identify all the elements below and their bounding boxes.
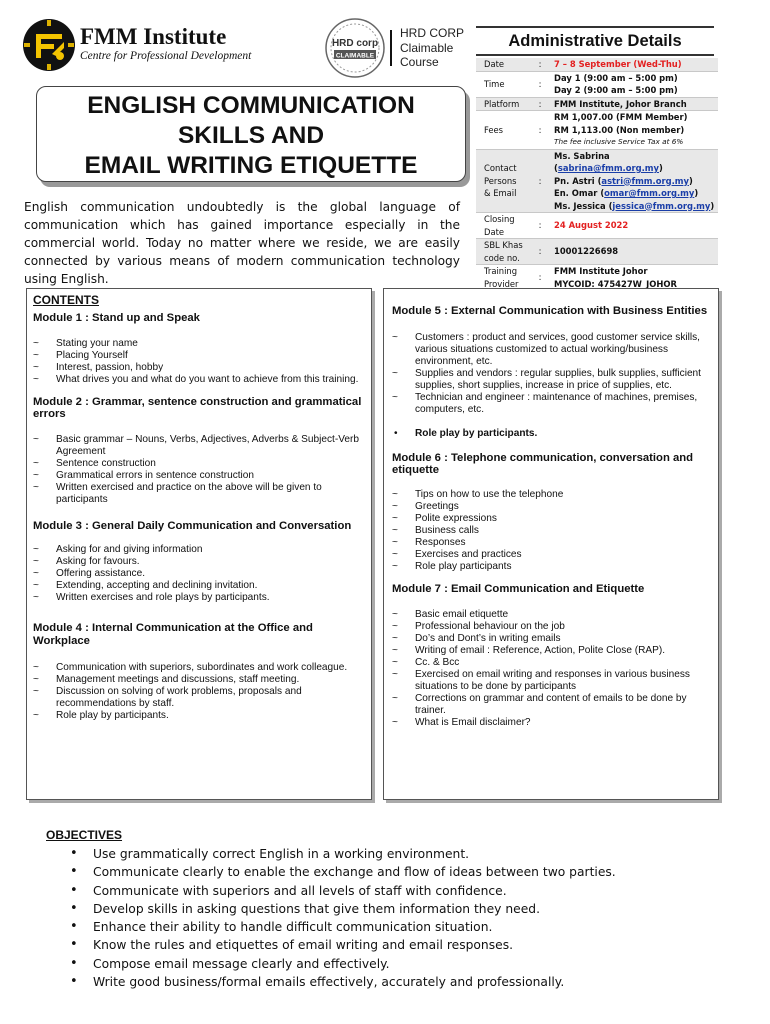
list-item: ~ Exercised on email writing and responses in various business situations to be done by participants [392, 669, 710, 693]
list-item: ~ Offering assistance. [33, 568, 365, 580]
contact-close: ) [694, 188, 699, 198]
module-4-title: Module 4 : Internal Communication at the Office and Workplace [33, 622, 313, 647]
contact-name: Ms. Jessica ( [554, 200, 613, 211]
time-label: Time [484, 78, 505, 89]
objectives-list [68, 845, 616, 991]
list-item: ~ Cc. & Bcc [392, 657, 710, 669]
contact-label-3: & Email [484, 188, 517, 198]
hrd-claimable-text [400, 26, 464, 70]
contact-label-2: Persons [484, 175, 517, 186]
course-title-line-1: ENGLISH COMMUNICATION [87, 92, 415, 119]
contact-close: ) [710, 200, 715, 211]
module-5-extra [392, 428, 710, 440]
provider-name: FMM Institute Johor [554, 266, 648, 276]
module-3-title: Module 3 : General Daily Communication and Conversation [33, 519, 352, 532]
colon: : [538, 124, 542, 135]
objective-item: • Use grammatically correct English in a working environment. [68, 845, 616, 863]
module-6-list [392, 489, 710, 573]
hrd-badge-bottom-text: CLAIMABLE [335, 52, 375, 60]
contact-name: Ms. Sabrina ( [554, 150, 610, 173]
list-item: ~ Writing of email : Reference, Action, Polite Close (RAP). [392, 645, 710, 657]
colon: : [538, 59, 542, 69]
objective-item: • Communicate with superiors and all levels of staff with confidence. [68, 882, 616, 900]
list-item: ~ Tips on how to use the telephone [392, 489, 710, 501]
closing-label-2: Date [484, 226, 505, 237]
hrd-line-1: HRD CORP [400, 26, 465, 40]
hrd-claimable-badge [322, 17, 388, 79]
list-item: ~ Sentence construction [33, 458, 365, 470]
objective-item: • Communicate clearly to enable the exchange and flow of ideas between two parties. [68, 863, 616, 881]
contents-left-box [26, 288, 372, 800]
module-3-list [33, 544, 365, 604]
list-item: ~ Customers : product and services, good customer service skills, various situations customized to actual working/business environment, etc. [392, 332, 710, 368]
module-7-list [392, 609, 710, 729]
provider-label-2: Provider [484, 278, 519, 289]
course-title-line-2: SKILLS AND [177, 122, 325, 149]
closing-value: 24 August 2022 [554, 220, 629, 231]
admin-row-date [476, 58, 718, 71]
brand-name: FMM Institute [80, 24, 227, 49]
list-item: ~ Written exercised and practice on the above will be given to participants [33, 482, 365, 506]
list-item: ~ Role play by participants. [33, 710, 365, 722]
sbl-label-1: SBL Khas [484, 240, 523, 250]
admin-row-provider [476, 265, 718, 291]
module-5-title: Module 5 : External Communication with Business Entities [392, 305, 708, 317]
list-item: ~ Business calls [392, 525, 710, 537]
admin-row-time [476, 71, 718, 97]
colon: : [538, 272, 542, 283]
module-1-title: Module 1 : Stand up and Speak [33, 312, 200, 324]
fees-note: The fee inclusive Service Tax at 6% [554, 137, 684, 146]
brand-tagline: Centre for Professional Development [80, 50, 252, 62]
contact-close: ) [688, 175, 693, 186]
list-item: ~ Exercises and practices [392, 549, 710, 561]
admin-details-title: Administrative Details [476, 26, 714, 56]
contact-sabrina [554, 150, 716, 175]
intro-paragraph: English communication undoubtedly is the global language of communication which has gained importance especially in the commercial world. Today no matter where we reside, we are easily connected by various means of modern communication technology using English. [24, 200, 460, 286]
list-item: ~ Technician and engineer : maintenance of machines, premises, computers, etc. [392, 392, 710, 416]
colon: : [538, 175, 542, 186]
email-link-sabrina[interactable]: sabrina@fmm.org.my [557, 163, 659, 173]
time-day2: Day 2 (9:00 am – 5:00 pm) [554, 85, 678, 95]
contact-astri [554, 175, 716, 188]
colon: : [538, 78, 542, 89]
list-item: ~ Asking for favours. [33, 556, 365, 568]
list-item: • Role play by participants. [392, 428, 710, 440]
email-link-omar[interactable]: omar@fmm.org.my [604, 188, 695, 198]
sbl-label-2: code no. [484, 252, 520, 263]
list-item: ~ Management meetings and discussions, staff meeting. [33, 674, 365, 686]
list-item: ~ Do’s and Dont’s in writing emails [392, 633, 710, 645]
module-2-title: Module 2 : Grammar, sentence construction and grammatical errors [33, 395, 362, 420]
colon: : [538, 220, 542, 231]
objective-item: • Develop skills in asking questions that give them information they need. [68, 900, 616, 918]
list-item: ~ Discussion on solving of work problems, proposals and recommendations by staff. [33, 686, 365, 710]
time-day1: Day 1 (9:00 am – 5:00 pm) [554, 72, 678, 83]
list-item: ~ What drives you and what do you want to achieve from this training. [33, 374, 365, 386]
course-title-box [36, 86, 466, 182]
hrd-divider [390, 30, 392, 66]
colon: : [538, 246, 542, 257]
sbl-value: 10001226698 [554, 246, 619, 257]
admin-row-closing [476, 213, 718, 239]
list-item: ~ Basic grammar – Nouns, Verbs, Adjectives, Adverbs & Subject-Verb Agreement [33, 434, 365, 458]
module-4-list [33, 662, 365, 722]
objective-item: • Enhance their ability to handle difficult communication situation. [68, 918, 616, 936]
hrd-line-2: Claimable [400, 40, 454, 55]
objectives-label: OBJECTIVES [46, 828, 123, 842]
list-item: ~ Greetings [392, 501, 710, 513]
email-link-astri[interactable]: astri@fmm.org.my [601, 175, 689, 186]
contact-label-1: Contact [484, 163, 517, 173]
contact-close: ) [658, 163, 663, 173]
platform-value: FMM Institute, Johor Branch [554, 98, 687, 109]
objective-item: • Write good business/formal emails effectively, accurately and professionally. [68, 973, 616, 991]
course-title-line-3: EMAIL WRITING ETIQUETTE [84, 152, 418, 179]
list-item: ~ Grammatical errors in sentence construction [33, 470, 365, 482]
email-link-jessica[interactable]: jessica@fmm.org.my [612, 200, 711, 211]
admin-row-fees [476, 111, 718, 150]
list-item: ~ Professional behaviour on the job [392, 621, 710, 633]
contact-jessica [554, 200, 716, 213]
fees-member: RM 1,007.00 (FMM Member) [554, 112, 688, 122]
contact-name: Pn. Astri ( [554, 175, 602, 186]
hrd-line-3: Course [400, 55, 439, 69]
list-item: ~ Responses [392, 537, 710, 549]
admin-row-contact [476, 149, 718, 213]
list-item: ~ Communication with superiors, subordinates and work colleague. [33, 662, 365, 674]
fmm-logo [22, 18, 76, 72]
list-item: ~ Placing Yourself [33, 350, 365, 362]
list-item: ~ Polite expressions [392, 513, 710, 525]
hrd-badge-top-text: HRD corp [331, 38, 379, 49]
admin-row-sbl [476, 239, 718, 265]
list-item: ~ Role play participants [392, 561, 710, 573]
list-item: ~ Supplies and vendors : regular supplies, bulk supplies, sufficient supplies, short supplies, increase in price of supplies, etc. [392, 368, 710, 392]
list-item: ~ Interest, passion, hobby [33, 362, 365, 374]
contact-name: En. Omar ( [554, 188, 605, 198]
objective-item: • Compose email message clearly and effectively. [68, 955, 616, 973]
colon: : [538, 98, 542, 109]
list-item: ~ Written exercises and role plays by participants. [33, 592, 365, 604]
module-2-list [33, 434, 365, 506]
contact-omar [554, 187, 716, 200]
provider-mycoid: MYCOID: 475427W_JOHOR [554, 278, 677, 289]
platform-label: Platform [484, 98, 520, 109]
module-5-list [392, 332, 710, 416]
list-item: ~ Extending, accepting and declining invitation. [33, 580, 365, 592]
contents-right-box [383, 288, 719, 800]
fees-nonmember: RM 1,113.00 (Non member) [554, 124, 685, 135]
module-7-title: Module 7 : Email Communication and Etiquette [392, 582, 645, 595]
module-1-list [33, 338, 365, 386]
closing-label-1: Closing [484, 214, 515, 224]
provider-label-1: Training [484, 266, 518, 276]
list-item: ~ Stating your name [33, 338, 365, 350]
objective-item: • Know the rules and etiquettes of email writing and email responses. [68, 936, 616, 954]
fees-label: Fees [484, 124, 504, 135]
admin-row-platform [476, 97, 718, 111]
module-6-title: Module 6 : Telephone communication, conversation and etiquette [392, 451, 694, 476]
list-item: ~ Corrections on grammar and content of emails to be done by trainer. [392, 693, 710, 717]
admin-details-table [476, 58, 718, 291]
date-label: Date [484, 59, 505, 69]
list-item: ~ Asking for and giving information [33, 544, 365, 556]
date-value: 7 – 8 September (Wed-Thu) [554, 59, 682, 69]
list-item: ~ What is Email disclaimer? [392, 717, 710, 729]
contents-label: CONTENTS [33, 293, 99, 307]
list-item: ~ Basic email etiquette [392, 609, 710, 621]
